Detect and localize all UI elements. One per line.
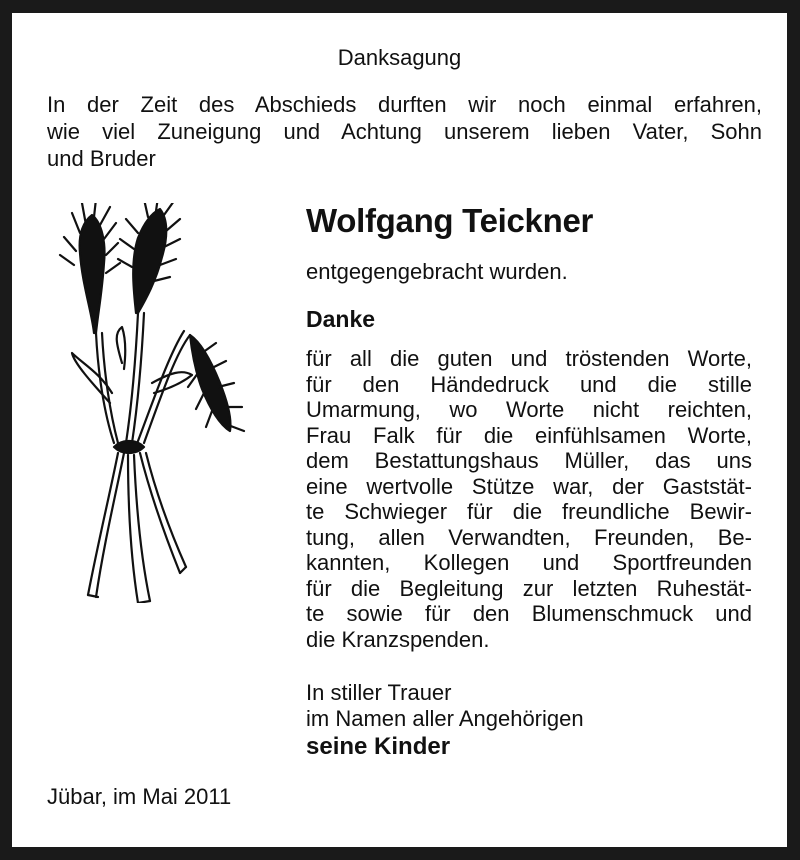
wheat-bundle-icon xyxy=(52,203,252,603)
body-line: tung, allen Verwandten, Freunden, Be- xyxy=(306,524,752,550)
body-line: kannten, Kollegen und Sportfreunden xyxy=(306,550,752,575)
subline: entgegengebracht wurden. xyxy=(306,259,568,284)
mourning-line: im Namen aller Angehörigen xyxy=(306,706,584,731)
body-line: eine wertvolle Stütze war, der Gaststät- xyxy=(306,473,752,499)
thanks-title: Danke xyxy=(306,306,376,332)
mourning-text xyxy=(306,680,584,732)
mourning-line: In stiller Trauer xyxy=(306,680,452,705)
wheat-ear-left-icon xyxy=(60,203,120,333)
body-line: Umarmung, wo Worte nicht reichten, xyxy=(306,397,752,422)
body-line: dem Bestattungshaus Müller, das uns xyxy=(306,448,752,473)
body-line: Frau Falk für die einfühlsamen Worte, xyxy=(306,422,752,448)
wheat-ear-right-icon xyxy=(188,335,244,431)
body-line: für die Begleitung zur letzten Ruhestät- xyxy=(306,575,752,601)
body-line: für all die guten und tröstenden Worte, xyxy=(306,346,752,371)
body-line: te sowie für den Blumenschmuck und xyxy=(306,601,752,626)
heading: Danksagung xyxy=(337,45,462,70)
place-date: Jübar, im Mai 2011 xyxy=(47,784,232,809)
intro-text xyxy=(47,91,762,172)
intro-line: wie viel Zuneigung und Achtung unserem lieben Vater, Sohn xyxy=(47,119,762,144)
obituary-card xyxy=(12,13,787,847)
deceased-name: Wolfgang Teickner xyxy=(306,202,594,239)
thanks-body xyxy=(306,346,752,652)
intro-line: In der Zeit des Abschieds durften wir noch einmal erfahren, xyxy=(47,92,762,117)
intro-line: und Bruder xyxy=(47,146,156,171)
signature: seine Kinder xyxy=(306,733,451,760)
body-line: für den Händedruck und die stille xyxy=(306,371,752,397)
body-line: die Kranzspenden. xyxy=(306,626,490,652)
body-line: te Schwieger für die freundliche Bewir- xyxy=(306,499,752,524)
wheat-ear-middle-icon xyxy=(118,203,180,313)
